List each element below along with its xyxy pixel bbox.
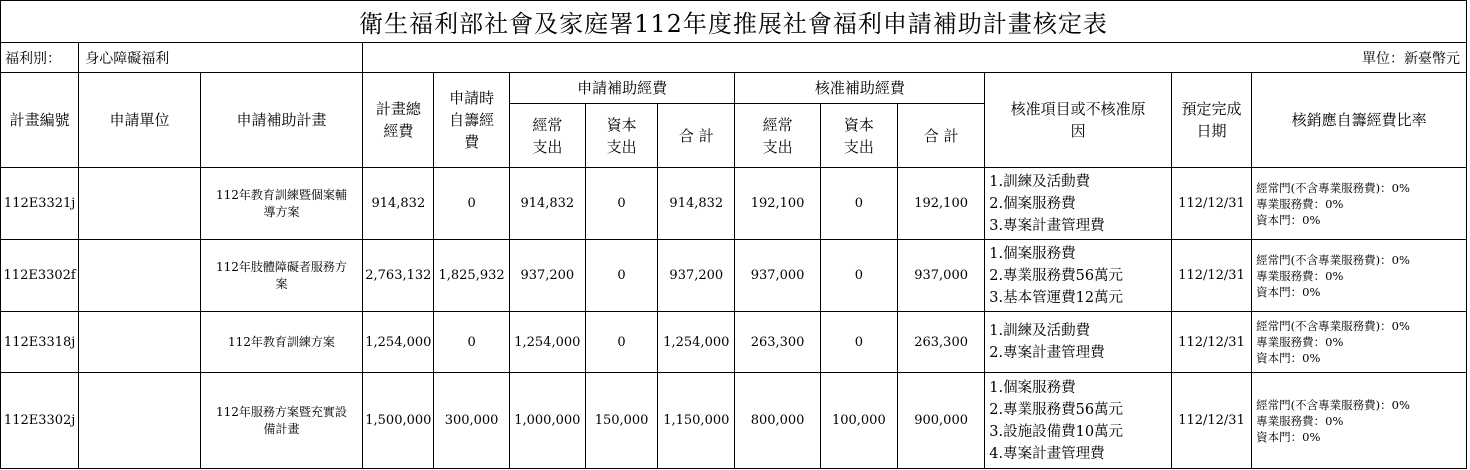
reason-line: 2.專業服務費56萬元 (989, 401, 1124, 418)
category-label: 福利別： (1, 43, 79, 73)
app-recurrent-cell: 800,000 (735, 373, 820, 469)
header-text-line: 費 (464, 133, 480, 151)
reasons-cell (985, 373, 1172, 469)
req-total-cell: 937,200 (658, 240, 735, 312)
ratio-line: 資本門：0% (1256, 212, 1321, 227)
table-row (1, 312, 1467, 373)
app-total-cell: 192,100 (897, 168, 984, 240)
applicant-cell (79, 373, 200, 469)
header-text-line: 經常 (532, 115, 563, 134)
app-capital-cell: 100,000 (820, 373, 897, 469)
req-recurrent-cell: 937,200 (509, 240, 585, 312)
due-date-cell: 112/12/31 (1171, 312, 1251, 373)
applicant-cell (79, 240, 200, 312)
category-value: 身心障礙福利 (79, 43, 363, 73)
ratio-line: 經常門(不含專業服務費)：0% (1256, 397, 1410, 412)
app-total-cell: 937,000 (897, 240, 984, 312)
due-date-cell: 112/12/31 (1171, 373, 1251, 469)
header-text-line: 支出 (532, 137, 563, 156)
ratio-line: 專業服務費：0% (1256, 268, 1344, 283)
ratio-line: 資本門：0% (1256, 429, 1321, 444)
ratio-cell (1252, 240, 1467, 312)
ratio-line: 專業服務費：0% (1256, 413, 1344, 428)
reason-line: 1.個案服務費 (989, 379, 1076, 396)
due-date-cell: 112/12/31 (1171, 168, 1251, 240)
header-text-line: 計畫總 (375, 100, 421, 118)
app-total-cell: 263,300 (897, 312, 984, 373)
self-funded-cell: 300,000 (434, 373, 509, 469)
self-funded-cell: 0 (434, 312, 509, 373)
app-recurrent-cell: 263,300 (735, 312, 820, 373)
ratio-line: 經常門(不含專業服務費)：0% (1256, 252, 1410, 267)
header-text-line: 資本 (606, 115, 637, 134)
header-req-capital (585, 104, 657, 168)
header-text-line: 申請時 (449, 89, 495, 107)
header-reasons (985, 73, 1172, 168)
header-text-line: 資本 (843, 115, 874, 134)
header-ratio: 核銷應自籌經費比率 (1252, 73, 1467, 168)
due-date-cell: 112/12/31 (1171, 240, 1251, 312)
header-text-line: 經費 (383, 122, 414, 140)
plan-no-cell: 112E3302f (1, 240, 79, 312)
total-budget-cell: 1,500,000 (363, 373, 434, 469)
req-capital-cell: 0 (585, 168, 657, 240)
app-recurrent-cell: 192,100 (735, 168, 820, 240)
header-text-line: 支出 (762, 137, 793, 156)
reason-line: 2.專案計畫管理費 (989, 345, 1105, 361)
plan-name-cell (200, 373, 363, 469)
req-total-cell: 1,254,000 (658, 312, 735, 373)
plan-name-cell (200, 168, 363, 240)
plan-no-cell: 112E3318j (1, 312, 79, 373)
plan-no-cell: 112E3321j (1, 168, 79, 240)
req-total-cell: 914,832 (658, 168, 735, 240)
ratio-cell (1252, 168, 1467, 240)
header-text-line: 預定完成 (1181, 100, 1242, 118)
req-recurrent-cell: 1,000,000 (509, 373, 585, 469)
app-recurrent-cell: 937,000 (735, 240, 820, 312)
header-text-line: 支出 (606, 137, 637, 156)
req-total-cell: 1,150,000 (658, 373, 735, 469)
req-recurrent-cell: 914,832 (509, 168, 585, 240)
header-text-line: 因 (1070, 122, 1086, 140)
reason-line: 2.專業服務費56萬元 (989, 267, 1124, 284)
total-budget-cell: 2,763,132 (363, 240, 434, 312)
plan-name-line: 備計畫 (263, 421, 300, 436)
ratio-line: 經常門(不含專業服務費)：0% (1256, 180, 1410, 195)
reason-line: 1.個案服務費 (989, 245, 1076, 262)
plan-name-line: 112年肢體障礙者服務方 (215, 259, 347, 274)
reasons-cell (985, 240, 1172, 312)
header-text-line: 日期 (1196, 122, 1227, 140)
plan-name-cell (200, 312, 363, 373)
header-applicant: 申請單位 (79, 73, 200, 168)
self-funded-cell: 1,825,932 (434, 240, 509, 312)
reason-line: 3.專案計畫管理費 (989, 217, 1105, 234)
table-row (1, 373, 1467, 469)
reason-line: 1.訓練及活動費 (989, 323, 1091, 339)
self-funded-cell: 0 (434, 168, 509, 240)
header-plan-no: 計畫編號 (1, 73, 79, 168)
ratio-cell (1252, 312, 1467, 373)
header-due-date (1171, 73, 1251, 168)
ratio-line: 資本門：0% (1256, 351, 1321, 365)
plan-name-line: 112年服務方案暨充實設 (215, 404, 347, 419)
table-row (1, 168, 1467, 240)
plan-name-line: 案 (275, 276, 288, 291)
header-text-line: 經常 (762, 115, 793, 134)
header-req-recurrent (509, 104, 585, 168)
req-capital-cell: 150,000 (585, 373, 657, 469)
header-app-capital (820, 104, 897, 168)
app-total-cell: 900,000 (897, 373, 984, 469)
header-text-line: 自籌經 (449, 111, 495, 129)
table-row (1, 240, 1467, 312)
currency-unit: 單位：新臺幣元 (363, 43, 1467, 73)
reason-line: 4.專案計畫管理費 (989, 445, 1105, 462)
ratio-line: 專業服務費：0% (1256, 335, 1344, 349)
ratio-cell (1252, 373, 1467, 469)
reasons-cell (985, 168, 1172, 240)
header-approved-group: 核准補助經費 (735, 73, 985, 104)
header-req-total: 合 計 (658, 104, 735, 168)
req-capital-cell: 0 (585, 240, 657, 312)
reason-line: 2.個案服務費 (989, 195, 1076, 212)
applicant-cell (79, 312, 200, 373)
app-capital-cell: 0 (820, 312, 897, 373)
header-text-line: 核准項目或不核准原 (1010, 100, 1146, 118)
req-capital-cell: 0 (585, 312, 657, 373)
req-recurrent-cell: 1,254,000 (509, 312, 585, 373)
plan-no-cell: 112E3302j (1, 373, 79, 469)
header-self-funded (434, 73, 509, 168)
header-plan-name: 申請補助計畫 (200, 73, 363, 168)
page-title: 衛生福利部社會及家庭署112年度推展社會福利申請補助計畫核定表 (1, 1, 1467, 43)
plan-name-line: 導方案 (263, 204, 300, 219)
header-total-budget (363, 73, 434, 168)
ratio-line: 資本門：0% (1256, 284, 1321, 299)
app-capital-cell: 0 (820, 168, 897, 240)
plan-name-cell (200, 240, 363, 312)
ratio-line: 專業服務費：0% (1256, 196, 1344, 211)
reasons-cell (985, 312, 1172, 373)
total-budget-cell: 1,254,000 (363, 312, 434, 373)
header-text-line: 支出 (843, 137, 874, 156)
reason-line: 3.設施設備費10萬元 (989, 423, 1124, 440)
header-app-recurrent (735, 104, 820, 168)
header-app-total: 合 計 (897, 104, 984, 168)
applicant-cell (79, 168, 200, 240)
plan-name-line: 112年教育訓練方案 (227, 334, 335, 349)
app-capital-cell: 0 (820, 240, 897, 312)
reason-line: 1.訓練及活動費 (989, 173, 1091, 190)
ratio-line: 經常門(不含專業服務費)：0% (1256, 319, 1410, 333)
plan-name-line: 112年教育訓練暨個案輔 (215, 187, 347, 202)
total-budget-cell: 914,832 (363, 168, 434, 240)
reason-line: 3.基本管運費12萬元 (989, 289, 1124, 306)
header-requested-group: 申請補助經費 (509, 73, 735, 104)
